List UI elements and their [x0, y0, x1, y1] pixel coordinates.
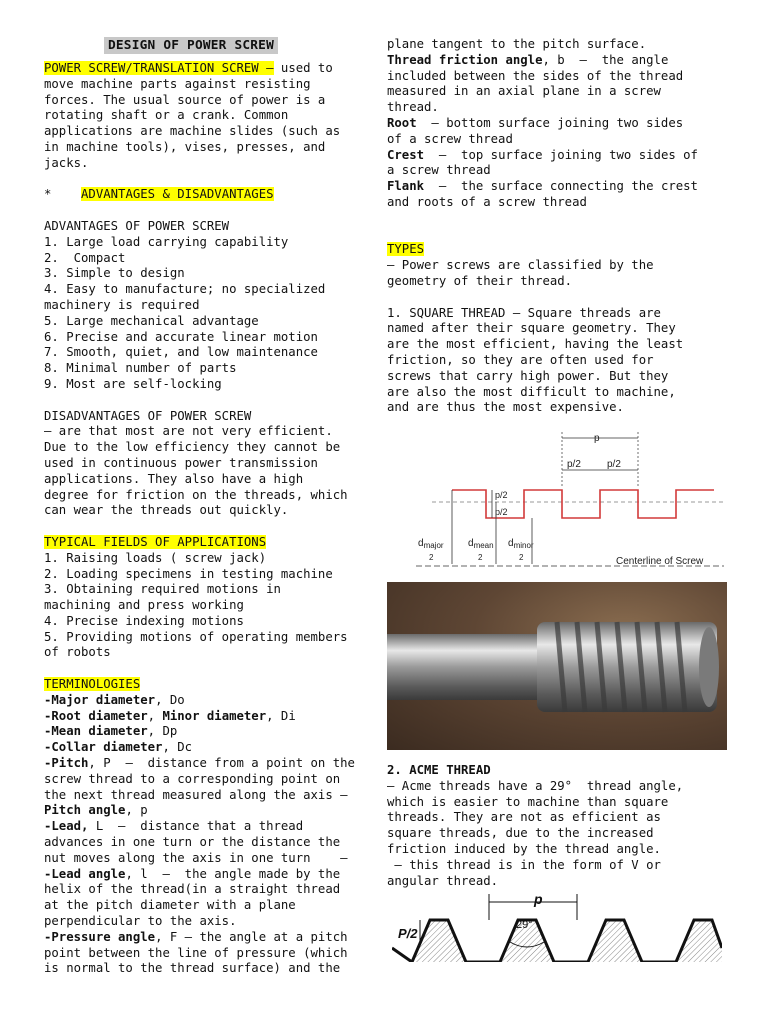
list-item: of robots [44, 645, 111, 660]
term-line: -Pitch, P – distance from a point on the [44, 756, 355, 771]
types-heading: TYPES [387, 242, 425, 257]
thread-profile [452, 490, 714, 518]
term-line: -Major diameter, Do [44, 692, 185, 707]
list-item: machinery is required [44, 297, 200, 312]
left-column [44, 0, 362, 977]
term-line: -Mean diameter, Dp [44, 724, 178, 739]
list-item: 9. Most are self-locking [44, 376, 222, 391]
centerline-label: Centerline of Screw [616, 556, 704, 567]
term-line: the next thread measured along the axis – [44, 787, 348, 802]
list-item: 2. Compact [44, 250, 126, 265]
term-line: -Pressure angle, F – the angle at a pitch [44, 929, 348, 944]
threaded-rod-illustration [387, 582, 727, 750]
advantages-heading: ADVANTAGES OF POWER SCREW [44, 218, 230, 233]
acme-thread-section: 2. ACME THREAD – Acme threads have a 29° thread angle, which is easier to machine than square threads. They are not as efficient as square threads, due to the increased friction induced by the thread angle. – this thread is in the form of V or angular thread. [387, 763, 684, 888]
list-item: 3. Simple to design [44, 266, 185, 281]
disadvantages-section: DISADVANTAGES OF POWER SCREW – are that most are not very efficient. Due to the low efficiency they cannot be used in continuous power transmission applications. They also have a high degree for friction on the threads, which can wear the threads out quickly. [44, 409, 362, 520]
acme-thread-heading: 2. ACME THREAD [387, 763, 491, 777]
term-line: advances in one turn or the distance the [44, 835, 341, 850]
list-item: 4. Easy to manufacture; no specialized [44, 282, 326, 297]
intro-paragraph: POWER SCREW/TRANSLATION SCREW – used to move machine parts against resisting forces. The usual source of power is a rotating shaft or a crank. Common applications are machine slides (such as in machine tools), vises, presses, and jacks. [44, 61, 341, 170]
disadvantages-heading: DISADVANTAGES OF POWER SCREW [44, 408, 252, 423]
types-section: TYPES – Power screws are classified by the geometry of their thread. [387, 242, 654, 288]
square-thread-heading: 1. SQUARE THREAD – [387, 305, 521, 320]
list-item: 7. Smooth, quiet, and low maintenance [44, 345, 318, 360]
term-line: point between the line of pressure (which [44, 945, 348, 960]
applications-heading: TYPICAL FIELDS OF APPLICATIONS [44, 534, 267, 549]
term-line: is normal to the thread surface) and the [44, 961, 341, 976]
term-line: -Lead, L – distance that a thread [44, 819, 304, 834]
term-line: nut moves along the axis in one turn – [44, 850, 348, 865]
list-item: machining and press working [44, 598, 244, 613]
list-item: 5. Providing motions of operating members [44, 629, 348, 644]
list-item: 2. Loading specimens in testing machine [44, 566, 333, 581]
term-line: -Root diameter, Minor diameter, Di [44, 708, 296, 723]
term-line: screw thread to a corresponding point on [44, 771, 341, 786]
d-minor-two: 2 [519, 553, 524, 562]
list-item: 5. Large mechanical advantage [44, 313, 259, 328]
acme-p-label: p [534, 891, 543, 907]
square-thread-section: 1. SQUARE THREAD – Square threads are named after their square geometry. They are the most efficient, having the least friction, so they are often used for screws that carry high power. But they are also the most difficult to machine, and are thus the most expensive. [387, 305, 684, 415]
applications-section [44, 535, 362, 661]
term-line: at the pitch diameter with a plane [44, 898, 296, 913]
term-line: -Lead angle, l – the angle made by the [44, 866, 341, 881]
terminologies-heading: TERMINOLOGIES [44, 677, 141, 692]
d-major-two: 2 [429, 553, 434, 562]
p2-label-1: p/2 [567, 459, 581, 470]
page-title: DESIGN OF POWER SCREW [104, 37, 278, 54]
list-item: 6. Precise and accurate linear motion [44, 329, 318, 344]
advantages-section [44, 219, 362, 393]
adv-disadv-heading: * ADVANTAGES & DISADVANTAGES [44, 187, 274, 202]
list-item: 3. Obtaining required motions in [44, 582, 281, 597]
term-line: Pitch angle, p [44, 803, 148, 818]
terminologies-continued: plane tangent to the pitch surface. Thread friction angle, b – the angle included between the sides of the thread measured in an axial plane in a screw thread. Root – bottom surface joining two sides of a screw thread Crest – top surface joining two sides of a screw thread Flank – the surface connecting the crest and roots of a screw thread [387, 37, 698, 209]
acme-angle-label: 29° [516, 919, 533, 931]
d-minor-label: $d_{minor}$ [508, 538, 534, 550]
list-item: 1. Large load carrying capability [44, 234, 289, 249]
square-thread-diagram [396, 428, 726, 578]
d-mean-two: 2 [478, 553, 483, 562]
list-item: 8. Minimal number of parts [44, 361, 237, 376]
acme-p2-label: P/2 [398, 926, 418, 941]
list-item: 1. Raising loads ( screw jack) [44, 550, 267, 565]
right-column [387, 37, 727, 416]
term-line: perpendicular to the axis. [44, 914, 237, 929]
term-line: -Collar diameter, Dc [44, 740, 193, 755]
acme-thread-diagram [392, 890, 722, 962]
d-mean-label: $d_{mean}$ [468, 538, 494, 550]
p-label: p [594, 433, 600, 444]
threaded-rod-photo [387, 582, 727, 750]
p2-label-2: p/2 [607, 459, 621, 470]
d-major-label: $d_{major}$ [418, 538, 444, 550]
terminologies-section [44, 677, 362, 977]
p2-label-4: p/2 [495, 507, 508, 517]
intro-lead: POWER SCREW/TRANSLATION SCREW – [44, 61, 274, 75]
p2-label-3: p/2 [495, 490, 508, 500]
list-item: 4. Precise indexing motions [44, 613, 244, 628]
term-line: helix of the thread(in a straight thread [44, 882, 341, 897]
